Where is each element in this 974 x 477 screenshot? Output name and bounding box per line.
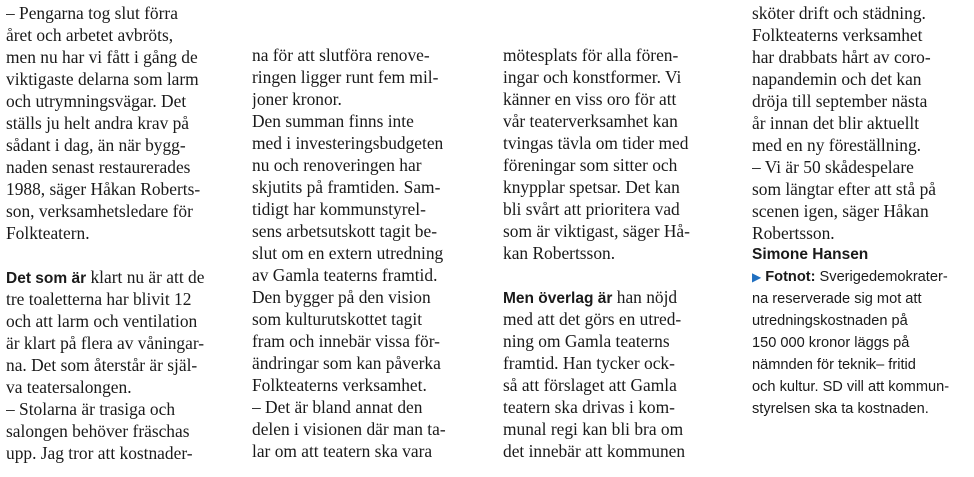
footnote bbox=[752, 266, 974, 420]
text-line: naden senast restaurerades bbox=[6, 157, 191, 177]
text-line: föreningar som sitter och bbox=[503, 155, 678, 175]
lead-in-text: Men överlag är bbox=[503, 290, 613, 307]
paragraph-operations bbox=[752, 2, 974, 24]
author-byline: Simone Hansen bbox=[752, 246, 869, 263]
text-line: fram och innebär vissa för- bbox=[252, 331, 440, 351]
text-line: na. Det som återstår är själ- bbox=[6, 355, 198, 375]
text-run: klart nu är att de bbox=[86, 267, 205, 287]
text-line: tidigt har kommunstyrel- bbox=[252, 199, 426, 219]
paragraph-spacer bbox=[6, 244, 242, 266]
footnote-line: nämnden för teknik– fritid bbox=[752, 357, 916, 373]
text-line: delen i visionen där man ta- bbox=[252, 419, 446, 439]
paragraph-quote-actors bbox=[752, 156, 974, 244]
text-line: viktigaste delarna som larm bbox=[6, 69, 199, 89]
text-line: framtid. Han tycker ock- bbox=[503, 353, 675, 373]
text-line: 1988, säger Håkan Roberts- bbox=[6, 179, 201, 199]
text-line: salongen behöver fräschas bbox=[6, 421, 190, 441]
paragraph-cost bbox=[252, 44, 484, 110]
text-line: – Stolarna är trasiga och bbox=[6, 399, 176, 419]
text-line bbox=[6, 266, 242, 288]
text-line: lar om att teatern ska vara bbox=[252, 441, 433, 461]
text-line: mötesplats för alla fören- bbox=[503, 45, 679, 65]
text-line: ändringar som kan påverka bbox=[252, 353, 441, 373]
paragraph-quote-money bbox=[6, 2, 242, 244]
text-line: munal regi kan bli bra om bbox=[503, 419, 684, 439]
text-line: skjutits på framtiden. Sam- bbox=[252, 177, 441, 197]
text-line bbox=[503, 286, 735, 308]
text-line: scenen igen, säger Håkan bbox=[752, 201, 929, 221]
text-line: sköter drift och städning. bbox=[752, 3, 926, 23]
footnote-line bbox=[752, 266, 974, 288]
text-line: är klart på flera av våningar- bbox=[6, 333, 205, 353]
text-line: tvingas tävla om tider med bbox=[503, 133, 689, 153]
text-line: – Det är bland annat den bbox=[252, 397, 423, 417]
footnote-label: Fotnot: bbox=[765, 269, 816, 285]
paragraph-spacer bbox=[503, 264, 735, 286]
paragraph-overall bbox=[503, 286, 735, 462]
text-line: – Pengarna tog slut förra bbox=[6, 3, 178, 23]
text-line: av Gamla teaterns framtid. bbox=[252, 265, 438, 285]
text-line: året och arbetet avbröts, bbox=[6, 25, 174, 45]
footnote-line: 150 000 kronor läggs på bbox=[752, 335, 910, 351]
text-line: dröja till september nästa bbox=[752, 91, 928, 111]
text-line: upp. Jag tror att kostnader- bbox=[6, 443, 193, 463]
footnote-text: Sverigedemokrater- bbox=[815, 269, 948, 285]
text-line: men nu har vi fått i gång de bbox=[6, 47, 198, 67]
text-line: bli svårt att prioritera vad bbox=[503, 199, 680, 219]
paragraph-vision bbox=[252, 286, 484, 396]
text-line: som är viktigast, säger Hå- bbox=[503, 221, 690, 241]
text-line: sens arbetsutskott tagit be- bbox=[252, 221, 437, 241]
text-line: och att larm och ventilation bbox=[6, 311, 198, 331]
text-line: som kulturutskottet tagit bbox=[252, 309, 423, 329]
footnote-line: utredningskostnaden på bbox=[752, 313, 908, 329]
text-line: kan Robertsson. bbox=[503, 243, 616, 263]
text-line: vår teaterverksamhet kan bbox=[503, 111, 678, 131]
article-column-2 bbox=[252, 44, 484, 462]
paragraph-budget bbox=[252, 110, 484, 286]
text-line: knypplar spetsar. Det kan bbox=[503, 177, 680, 197]
paragraph-meeting-place bbox=[503, 44, 735, 264]
paragraph-pandemic bbox=[752, 24, 974, 156]
text-line: så att förslaget att Gamla bbox=[503, 375, 677, 395]
text-line: ingar och konstformer. Vi bbox=[503, 67, 682, 87]
text-line: Folkteaterns verksamhet bbox=[752, 25, 923, 45]
paragraph-quote-chairs bbox=[6, 398, 242, 464]
text-line: Folkteatern. bbox=[6, 223, 90, 243]
text-line: napandemin och det kan bbox=[752, 69, 922, 89]
text-line: sådant i dag, än när bygg- bbox=[6, 135, 186, 155]
text-line: na för att slutföra renove- bbox=[252, 45, 430, 65]
text-line: med att det görs en utred- bbox=[503, 309, 682, 329]
text-line: som längtar efter att stå på bbox=[752, 179, 936, 199]
footnote-line: och kultur. SD vill att kommun- bbox=[752, 379, 950, 395]
footnote-line: styrelsen ska ta kostnaden. bbox=[752, 401, 929, 417]
text-line: slut om en extern utredning bbox=[252, 243, 444, 263]
article-column-4 bbox=[752, 2, 974, 420]
text-line: teatern ska drivas i kom- bbox=[503, 397, 675, 417]
play-triangle-icon: ▶ bbox=[752, 270, 762, 284]
text-line: och utrymningsvägar. Det bbox=[6, 91, 187, 111]
text-line: Folkteaterns verksamhet. bbox=[252, 375, 427, 395]
text-line: joner kronor. bbox=[252, 89, 342, 109]
text-line: Den summan finns inte bbox=[252, 111, 414, 131]
text-line: ning om Gamla teaterns bbox=[503, 331, 670, 351]
text-line: ringen ligger runt fem mil- bbox=[252, 67, 439, 87]
text-line: det innebär att kommunen bbox=[503, 441, 686, 461]
text-line: Den bygger på den vision bbox=[252, 287, 431, 307]
text-line: känner en viss oro för att bbox=[503, 89, 677, 109]
text-line: med en ny föreställning. bbox=[752, 135, 922, 155]
text-line: har drabbats hårt av coro- bbox=[752, 47, 931, 67]
text-line: – Vi är 50 skådespelare bbox=[752, 157, 914, 177]
footnote-line: na reserverade sig mot att bbox=[752, 291, 922, 307]
text-line: va teatersalongen. bbox=[6, 377, 132, 397]
text-line: son, verksamhetsledare för bbox=[6, 201, 193, 221]
paragraph-progress bbox=[6, 266, 242, 398]
article-column-1 bbox=[6, 2, 242, 464]
paragraph-quote-vision bbox=[252, 396, 484, 462]
text-line: Robertsson. bbox=[752, 223, 835, 243]
text-line: med i investeringsbudgeten bbox=[252, 133, 444, 153]
text-line: nu och renoveringen har bbox=[252, 155, 422, 175]
lead-in-text: Det som är bbox=[6, 270, 87, 287]
text-line: ställs ju helt andra krav på bbox=[6, 113, 190, 133]
text-line: tre toaletterna har blivit 12 bbox=[6, 289, 192, 309]
text-line: år innan det blir aktuellt bbox=[752, 113, 920, 133]
text-run: han nöjd bbox=[612, 287, 678, 307]
article-column-3 bbox=[503, 44, 735, 462]
